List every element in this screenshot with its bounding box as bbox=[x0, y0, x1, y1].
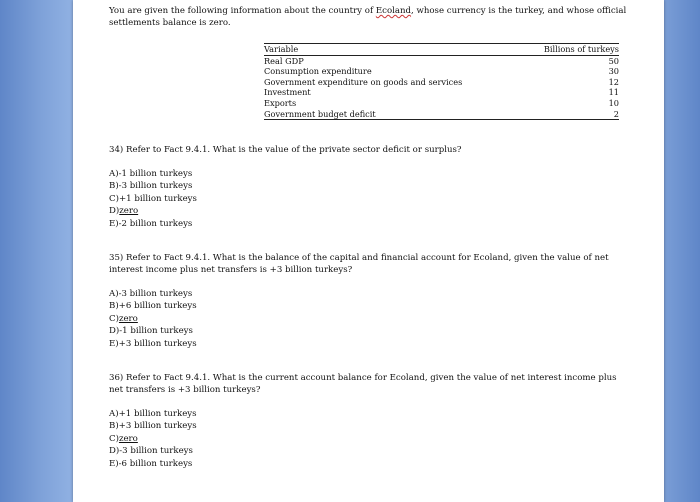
option-text: -1 billion turkeys bbox=[118, 169, 193, 179]
answer-option bbox=[109, 218, 629, 230]
intro-text-after: , whose currency is the turkey, and whose official settlements balance is zero. bbox=[109, 6, 627, 28]
table-row bbox=[264, 109, 619, 120]
answer-option bbox=[109, 338, 629, 350]
question-number: 36) bbox=[109, 373, 124, 383]
table-row bbox=[264, 98, 619, 109]
answer-option bbox=[109, 445, 629, 457]
answer-option bbox=[109, 168, 629, 180]
question-number: 35) bbox=[109, 253, 124, 263]
table-cell-variable: Consumption expenditure bbox=[264, 66, 372, 77]
answer-option bbox=[109, 408, 629, 420]
table-row bbox=[264, 66, 619, 77]
table-cell-value: 10 bbox=[608, 97, 619, 108]
question-36 bbox=[109, 372, 629, 470]
answer-option bbox=[109, 180, 629, 192]
answer-option bbox=[109, 420, 629, 432]
option-text: +3 billion turkeys bbox=[118, 421, 197, 432]
option-text: +6 billion turkeys bbox=[118, 301, 197, 312]
option-text: -6 billion turkeys bbox=[118, 458, 193, 469]
option-text: +1 billion turkeys bbox=[118, 193, 197, 204]
option-letter: C) bbox=[109, 313, 119, 324]
question-text: Refer to Fact 9.4.1. What is the balance of the capital and financial account for Ecoland, given the value of net interest income plus net transfers is +3 billion turkeys? bbox=[109, 253, 609, 275]
table-cell-variable: Investment bbox=[264, 87, 311, 98]
answer-option bbox=[109, 288, 629, 300]
option-text: -2 billion turkeys bbox=[118, 218, 193, 229]
answer-option bbox=[109, 313, 629, 325]
option-text: -3 billion turkeys bbox=[118, 181, 193, 192]
table-cell-variable: Real GDP bbox=[264, 55, 304, 66]
table-cell-value: 12 bbox=[608, 76, 619, 87]
question-stem bbox=[109, 372, 629, 396]
intro-text-before: You are given the following information about the country of bbox=[109, 6, 376, 16]
option-text: -1 billion turkeys bbox=[119, 326, 193, 337]
answer-option bbox=[109, 300, 629, 312]
fact-table bbox=[264, 43, 619, 120]
table-cell-variable: Government expenditure on goods and services bbox=[264, 76, 463, 87]
question-35 bbox=[109, 252, 629, 350]
table-row bbox=[264, 77, 619, 88]
option-letter: E) bbox=[109, 458, 119, 469]
option-letter: B) bbox=[109, 301, 119, 312]
option-text: -3 billion turkeys bbox=[119, 446, 193, 457]
option-letter: A) bbox=[109, 409, 119, 419]
option-letter: D) bbox=[109, 326, 120, 337]
table-header-row bbox=[264, 44, 619, 56]
question-34 bbox=[109, 144, 629, 230]
intro-paragraph bbox=[109, 5, 629, 29]
table-cell-value: 50 bbox=[608, 55, 619, 66]
document-page bbox=[73, 0, 664, 502]
option-letter: A) bbox=[109, 169, 119, 179]
option-letter: A) bbox=[109, 289, 119, 299]
option-letter: C) bbox=[109, 433, 119, 444]
option-letter: E) bbox=[109, 338, 119, 349]
option-text: zero bbox=[119, 206, 139, 217]
document-content bbox=[109, 5, 629, 469]
table-cell-value: 30 bbox=[608, 66, 619, 77]
option-letter: C) bbox=[109, 193, 119, 204]
table-header-value: Billions of turkeys bbox=[521, 44, 619, 56]
answer-option bbox=[109, 433, 629, 445]
question-text: Refer to Fact 9.4.1. What is the current account balance for Ecoland, given the value of net interest income plus net transfers is +3 billion turkeys? bbox=[109, 373, 617, 395]
answer-option bbox=[109, 325, 629, 337]
question-number: 34) bbox=[109, 145, 124, 155]
option-text: zero bbox=[118, 433, 138, 444]
option-text: -3 billion turkeys bbox=[118, 289, 193, 299]
table-cell-value: 11 bbox=[608, 87, 619, 98]
option-text: +1 billion turkeys bbox=[118, 409, 197, 419]
table-cell-value: 2 bbox=[521, 109, 619, 120]
option-letter: E) bbox=[109, 218, 119, 229]
question-stem bbox=[109, 252, 629, 276]
table-header-variable: Variable bbox=[264, 44, 521, 56]
option-text: +3 billion turkeys bbox=[118, 338, 197, 349]
table-row bbox=[264, 55, 619, 66]
question-text: Refer to Fact 9.4.1. What is the value of the private sector deficit or surplus? bbox=[126, 145, 462, 155]
table-cell-variable: Exports bbox=[264, 97, 297, 108]
option-letter: B) bbox=[109, 181, 119, 192]
option-text: zero bbox=[118, 313, 138, 324]
option-letter: D) bbox=[109, 206, 120, 217]
option-letter: D) bbox=[109, 446, 120, 457]
table-cell-variable: Government budget deficit bbox=[264, 109, 521, 120]
answer-option bbox=[109, 205, 629, 217]
table-row bbox=[264, 87, 619, 98]
question-stem bbox=[109, 144, 629, 156]
answer-option bbox=[109, 458, 629, 470]
answer-option bbox=[109, 193, 629, 205]
option-letter: B) bbox=[109, 421, 119, 432]
intro-country-name: Ecoland bbox=[375, 6, 412, 16]
